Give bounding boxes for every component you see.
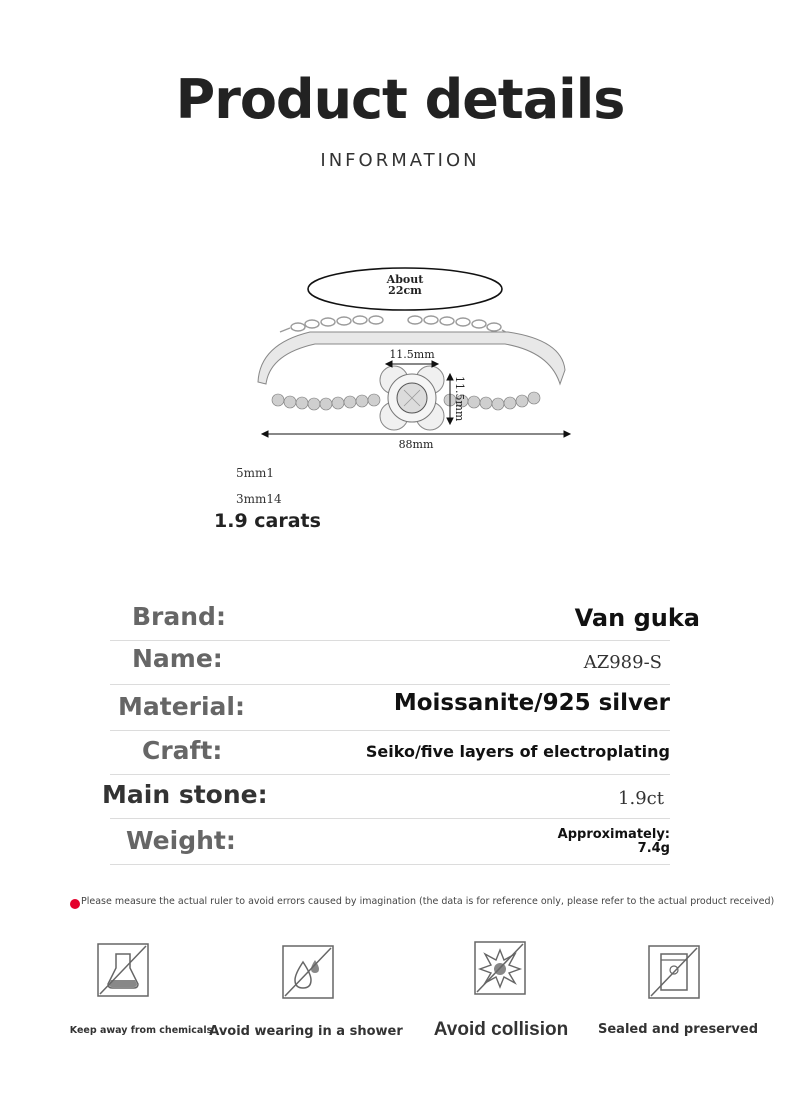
spec-row-brand (110, 598, 700, 640)
stone-row-left (272, 394, 380, 410)
measurement-notice: Please measure the actual ruler to avoid errors caused by imagination (the data is for reference only, please refer to the actual product received) (81, 896, 775, 907)
main-stone-label: Main stone: (102, 780, 268, 809)
spec-divider (110, 730, 670, 731)
notice-dot-icon (70, 899, 80, 909)
name-value: AZ989-S (583, 652, 662, 673)
page-title: Product details (175, 68, 625, 131)
spec-divider (110, 640, 670, 641)
name-label: Name: (132, 644, 223, 673)
craft-value: Seiko/five layers of electroplating (365, 742, 670, 761)
chemical-flask-icon (96, 942, 150, 998)
bangle-width-arrow (262, 431, 570, 437)
weight-value (558, 828, 670, 856)
care-label-collision: Avoid collision (433, 1019, 569, 1040)
sealed-bag-icon (647, 944, 701, 1000)
spec-row-material (110, 688, 670, 730)
material-label: Material: (118, 692, 245, 721)
diagram-note-2: 3mm14 (236, 492, 282, 506)
length-label-line1: About (386, 273, 424, 286)
craft-label: Craft: (142, 736, 223, 765)
weight-label: Weight: (126, 826, 236, 855)
spec-row-main-stone (102, 778, 670, 820)
brand-label: Brand: (132, 602, 226, 631)
spec-row-name (110, 642, 670, 684)
weight-value-line2: 7.4g (637, 841, 670, 856)
spec-divider (110, 864, 670, 865)
head-width-label: 11.5mm (389, 348, 435, 361)
bracelet-diagram (240, 262, 580, 462)
collision-burst-icon (473, 940, 527, 996)
material-value: Moissanite/925 silver (393, 690, 670, 716)
weight-value-line1: Approximately: (557, 827, 670, 842)
carats-label: 1.9 carats (214, 510, 321, 532)
bangle-width-label: 88mm (398, 438, 434, 451)
water-drop-icon (281, 944, 335, 1000)
length-label-line2: 22cm (388, 284, 422, 297)
spec-divider (110, 684, 670, 685)
spec-divider (110, 774, 670, 775)
main-stone-value: 1.9ct (618, 788, 664, 809)
spec-row-craft (110, 732, 670, 774)
brand-value: Van guka (574, 604, 700, 632)
care-label-shower: Avoid wearing in a shower (209, 1024, 403, 1039)
head-height-label: 11.5mm (453, 376, 466, 422)
page-subtitle: INFORMATION (320, 150, 480, 171)
spec-row-weight (110, 822, 670, 864)
care-label-chemicals: Keep away from chemicals (69, 1025, 213, 1036)
flower-head (380, 366, 444, 430)
care-label-sealed: Sealed and preserved (598, 1022, 759, 1037)
diagram-note-1: 5mm1 (236, 466, 275, 480)
spec-divider (110, 818, 670, 819)
